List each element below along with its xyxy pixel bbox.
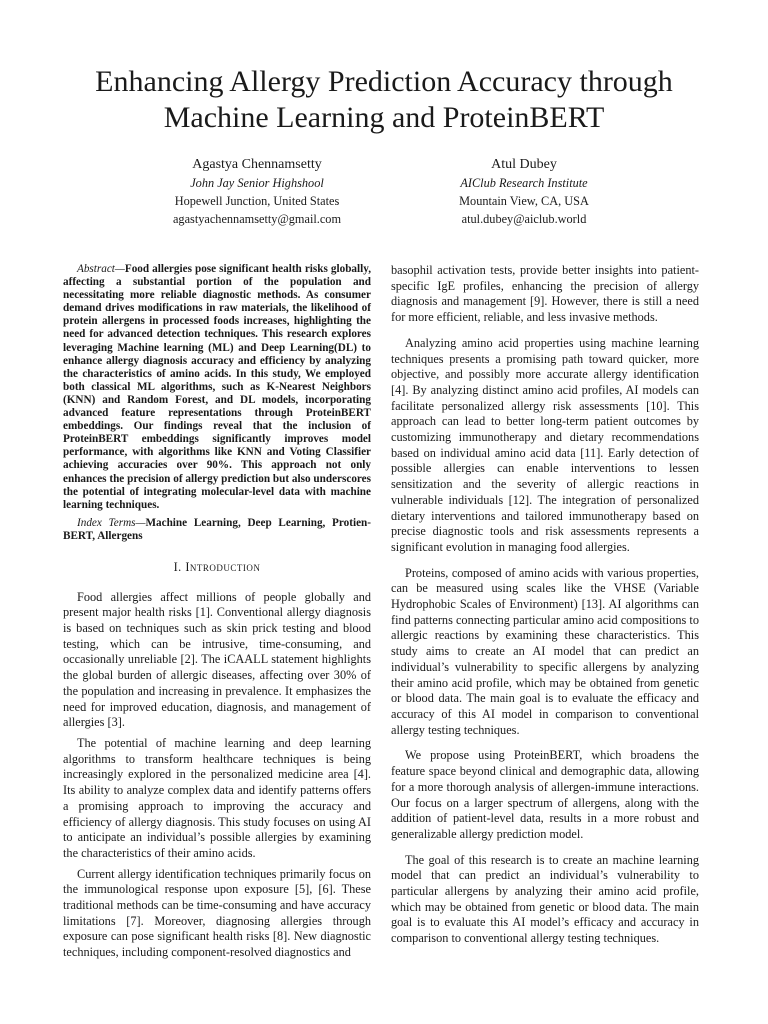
author-affiliation: AIClub Research Institute — [460, 176, 588, 190]
right-column — [391, 263, 699, 952]
index-terms — [63, 517, 371, 543]
author-location: Mountain View, CA, USA — [459, 194, 589, 208]
paragraph: Current allergy identification techniques primarily focus on the immunological response upon exposure [5], [6]. These traditional methods can be time-consuming and have accuracy limitations [7]. Moreover, diagnosing allergies through exposure can pose significant health risks [8]. New diagnostic techniques, including component-resolved diagnostics and — [63, 866, 371, 960]
author-name: Atul Dubey — [491, 157, 557, 172]
abstract-text: Food allergies pose significant health risks globally, affecting a substantial portion of the population and necessitating more reliable diagnostic methods. As consumer demand drives modifications in raw materials, the likelihood of protein allergens in processed foods increases, highlighting the need for advanced detection techniques. This research explores leveraging Machine learning (ML) and Deep Learning(DL) to enhance allergy diagnosis accuracy and efficiency by analyzing the characteristics of amino acids. In this study, We employed both classical ML algorithms, such as K-Nearest Neighbors (KNN) and Random Forest, and DL models, incorporating advanced feature representations through ProteinBERT embeddings. Our findings reveal that the inclusion of ProteinBERT embeddings significantly improves model performance, with algorithms like KNN and Voting Classifier achieving accuracies over 90%. This approach not only enhances the precision of allergy prediction but also underscores the potential of integrating molecular-level data with machine learning techniques. — [63, 263, 371, 511]
paragraph: Analyzing amino acid properties using machine learning techniques presents a promising path toward quicker, more objective, and possibly more accurate allergy identification [4]. By analyzing distinct amino acid profiles, AI models can facilitate personalized allergy risk assessments [10]. This approach can lead to better long-term patient outcomes by customizing immunotherapy and dietary recommendations based on individual amino acid data [11]. Early detection of possible allergies can enable interventions to lessen sensitization and the severity of allergic reactions in vulnerable individuals [12]. The integration of personalized dietary interventions and tailored immunotherapy based on precise diagnostic tools and risk assessments represents a significant evolution in managing food allergies. — [391, 335, 699, 554]
author-block-1 — [127, 155, 387, 228]
author-email: atul.dubey@aiclub.world — [461, 212, 587, 226]
paragraph: basophil activation tests, provide better insights into patient-specific IgE profiles, enhancing the precision of allergy diagnosis and management [9]. However, there is still a need for more efficient, reliable, and less invasive methods. — [391, 263, 699, 325]
abstract — [63, 263, 371, 512]
paragraph: The potential of machine learning and deep learning algorithms to transform healthcare techniques is being increasingly explored in the personalized medicine area [4]. Its ability to analyze complex data and identify patterns offers a promising approach to improving the accuracy and efficiency of allergy diagnosis. This study focuses on using AI to anticipate an individual’s possible allergies by examining the characteristics of their amino acids. — [63, 736, 371, 860]
paragraph: We propose using ProteinBERT, which broadens the feature space beyond clinical and demographic data, allowing for a more thorough analysis of allergen-immune interactions. Our focus on a larger spectrum of allergens, along with the addition of patient-level data, results in a more robust and generalizable allergy prediction model. — [391, 748, 699, 841]
paragraph: Proteins, composed of amino acids with various properties, can be measured using scales like the VHSE (Variable Hydrophobic Scales of Environment) [13]. AI algorithms can find patterns connecting particular amino acid compositions to allergic reactions by examining these characteristics. This study aims to create an AI model that can predict an individual’s vulnerability to specific allergens by analyzing their amino acid profile, which may be obtained from genetic or blood data. The main goal is to evaluate the efficacy and accuracy of this AI model in comparison to conventional allergy testing techniques. — [391, 565, 699, 737]
author-name: Agastya Chennamsetty — [192, 157, 322, 172]
index-terms-label: Index Terms— — [77, 516, 146, 529]
index-terms-text: Machine Learning, Deep Learning, Protien-BERT, Allergens — [63, 516, 371, 542]
author-block-2 — [394, 155, 654, 228]
section-heading-introduction: I. Introduction — [173, 559, 261, 574]
paragraph: The goal of this research is to create an machine learning model that can predict an individual’s vulnerability to particular allergens by analyzing their amino acid profile, which may be obtained from genetic or blood data. The main goal is to evaluate this AI model’s efficacy and accuracy in comparison to conventional allergy testing techniques. — [391, 852, 699, 946]
author-affiliation: John Jay Senior Highshool — [190, 176, 324, 190]
author-location: Hopewell Junction, United States — [174, 194, 340, 208]
author-email: agastyachennamsetty@gmail.com — [172, 212, 342, 226]
paper-title: Enhancing Allergy Prediction Accuracy through Machine Learning and ProteinBERT — [95, 65, 673, 134]
left-column — [63, 263, 371, 966]
abstract-label: Abstract— — [77, 263, 125, 275]
paragraph: Food allergies affect millions of people globally and present major health risks [1]. Conventional allergy diagnosis is based on techniques such as skin prick testing and blood testing, which can be intrusive, time-consuming, and occasionally unreliable [2]. The iCAALL statement highlights the global burden of allergic diseases, affecting over 30% of the population and increasing in prevalence. It emphasizes the need for improved education, diagnosis, and management of allergies [3]. — [63, 589, 371, 730]
